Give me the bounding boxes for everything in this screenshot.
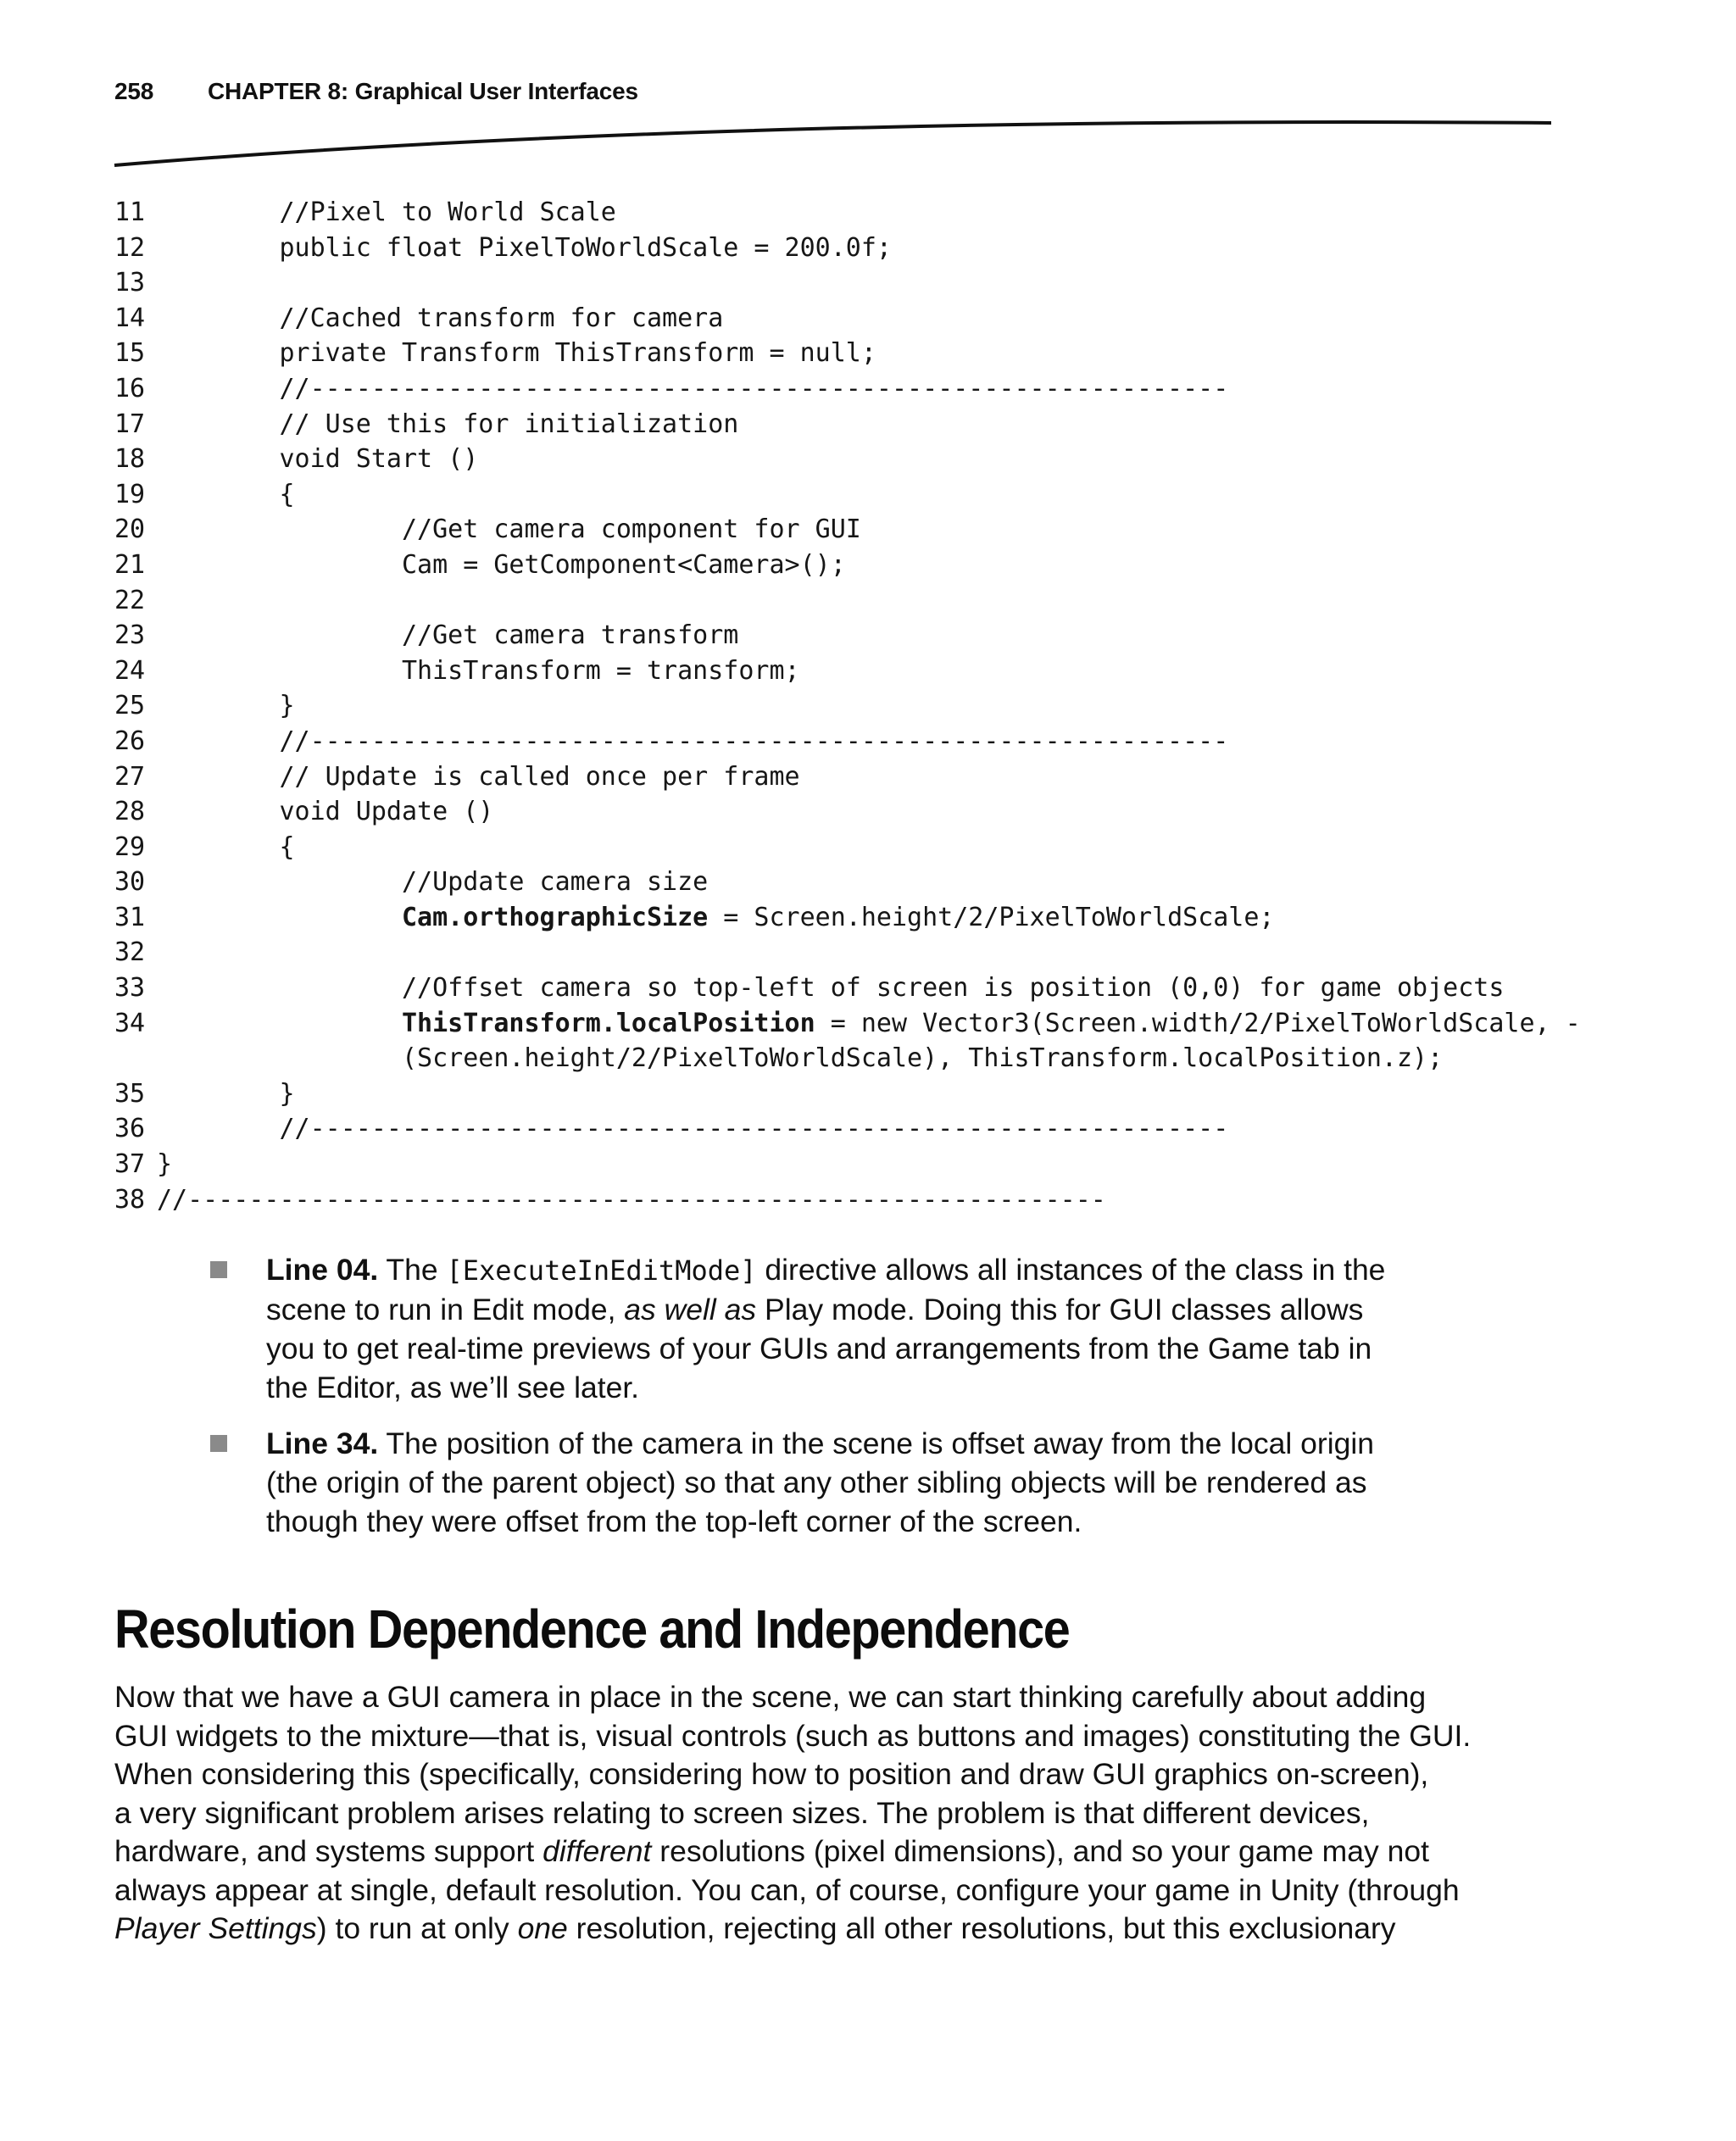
line-number: 13 — [114, 268, 146, 298]
code-text: //Get camera transform — [157, 620, 739, 651]
code-line-continuation — [114, 1041, 1555, 1076]
code-line — [114, 618, 1555, 653]
line-number: 22 — [114, 585, 146, 615]
code-text: void Start () — [157, 444, 479, 475]
line-number: 19 — [114, 479, 146, 509]
code-listing — [114, 195, 1581, 1217]
section-heading: Resolution Dependence and Independence — [114, 1599, 1070, 1660]
code-line — [114, 265, 1555, 301]
code-line — [114, 653, 1555, 689]
code-line — [114, 548, 1555, 583]
bullet-item — [210, 1424, 1414, 1541]
code-line — [114, 935, 1555, 970]
line-number: 24 — [114, 655, 146, 686]
body-paragraph: Now that we have a GUI camera in place in the scene, we can start thinking carefully about adding GUI widgets to the mixture—that is, visual controls (such as buttons and images) constituting the GUI. When considering this (specifically, considering how to position and draw GUI graphics on-screen), a very significant problem arises relating to screen sizes. The problem is that different devices, hardware, and systems support different resolutions (pixel dimensions), and so your game may not always appear at single, default resolution. You can, of course, configure your game in Unity (through Player Settings) to run at only one resolution, rejecting all other resolutions, but this exclusionary — [114, 1680, 1472, 1945]
code-line — [114, 512, 1555, 548]
line-number: 20 — [114, 514, 146, 545]
line-number: 33 — [114, 973, 146, 1004]
page-number: 258 — [114, 78, 154, 104]
bullet-square-icon — [210, 1250, 266, 1407]
code-line — [114, 759, 1555, 795]
code-line — [114, 336, 1555, 371]
code-line — [114, 865, 1555, 900]
chapter-title: CHAPTER 8: Graphical User Interfaces — [208, 78, 638, 104]
code-text: { — [157, 831, 295, 862]
code-text — [157, 935, 1555, 970]
line-number: 34 — [114, 1008, 146, 1038]
code-line — [114, 1076, 1555, 1112]
code-text — [157, 265, 1555, 301]
code-line — [114, 407, 1555, 442]
line-number: 35 — [114, 1078, 146, 1109]
bullet-list — [210, 1250, 1414, 1558]
line-number: 37 — [114, 1149, 146, 1180]
code-text: } — [157, 1078, 295, 1109]
line-number: 32 — [114, 937, 146, 968]
code-line — [114, 442, 1555, 477]
code-text: // Use this for initialization — [157, 409, 739, 439]
code-text: //Pixel to World Scale — [157, 197, 616, 227]
code-line — [114, 195, 1555, 231]
bullet-text: Line 04. The [ExecuteInEditMode] directive allows all instances of the class in the scene to run in Edit mode, as well as Play mode. Doing this for GUI classes allows you to get real-time previews of your GUIs and arrangements from the Game tab in the Editor, as we’ll see later. — [266, 1253, 1386, 1404]
code-text: private Transform ThisTransform = null; — [157, 338, 876, 369]
code-text: // Update is called once per frame — [157, 761, 800, 792]
code-line — [114, 970, 1555, 1006]
code-line — [114, 830, 1555, 865]
line-number: 14 — [114, 303, 146, 333]
line-number: 16 — [114, 373, 146, 403]
code-text: //Offset camera so top-left of screen is position (0,0) for game objects — [157, 973, 1505, 1004]
code-line — [114, 583, 1555, 619]
code-line — [114, 477, 1555, 513]
header-rule — [110, 106, 1551, 174]
code-text: void Update () — [157, 797, 494, 827]
line-number: 12 — [114, 232, 146, 263]
code-text: //------------------------------------------------------------ — [157, 1184, 1106, 1215]
code-text: { — [157, 479, 295, 509]
code-text: //Get camera component for GUI — [157, 514, 861, 545]
code-text: //------------------------------------------------------------ — [157, 726, 1229, 756]
line-number: 17 — [114, 409, 146, 439]
code-text: Cam.orthographicSize = Screen.height/2/PixelToWorldScale; — [401, 902, 1275, 932]
bullet-text: Line 34. The position of the camera in the scene is offset away from the local origin (the origin of the parent object) so that any other sibling objects will be rendered as though they were offset from the top-left corner of the screen. — [266, 1426, 1374, 1538]
code-line — [114, 1147, 1555, 1182]
code-text — [157, 583, 1555, 619]
line-number: 36 — [114, 1114, 146, 1144]
code-text: ThisTransform = transform; — [157, 655, 800, 686]
code-line — [114, 371, 1555, 407]
code-text: } — [157, 1149, 173, 1180]
code-line — [114, 688, 1555, 724]
code-line — [114, 794, 1555, 830]
code-line — [114, 231, 1555, 266]
code-line — [114, 900, 1555, 936]
line-number: 28 — [114, 797, 146, 827]
code-text: (Screen.height/2/PixelToWorldScale), ThisTransform.localPosition.z); — [157, 1043, 1444, 1074]
line-number: 26 — [114, 726, 146, 756]
running-header — [114, 78, 638, 105]
line-number: 29 — [114, 831, 146, 862]
code-text: //------------------------------------------------------------ — [157, 373, 1229, 403]
code-text: ThisTransform.localPosition = new Vector3(Screen.width/2/PixelToWorldScale, - — [401, 1008, 1581, 1038]
code-line — [114, 1182, 1555, 1218]
line-number: 18 — [114, 444, 146, 475]
code-line — [114, 1111, 1555, 1147]
code-line — [114, 1006, 1581, 1042]
code-line — [114, 301, 1555, 336]
code-text: } — [157, 691, 295, 721]
line-number: 15 — [114, 338, 146, 369]
line-number: 31 — [114, 902, 146, 932]
code-text: //Update camera size — [157, 867, 709, 898]
line-number: 27 — [114, 761, 146, 792]
bullet-item — [210, 1250, 1414, 1407]
code-text: //------------------------------------------------------------ — [157, 1114, 1229, 1144]
code-line — [114, 724, 1555, 759]
bullet-square-icon — [210, 1424, 266, 1541]
code-text: public float PixelToWorldScale = 200.0f; — [157, 232, 892, 263]
line-number: 38 — [114, 1184, 146, 1215]
line-number: 25 — [114, 691, 146, 721]
line-number: 21 — [114, 549, 146, 580]
code-text: Cam = GetComponent<Camera>(); — [157, 549, 846, 580]
code-text: //Cached transform for camera — [157, 303, 724, 333]
line-number: 30 — [114, 867, 146, 898]
line-number: 23 — [114, 620, 146, 651]
line-number: 11 — [114, 197, 146, 227]
